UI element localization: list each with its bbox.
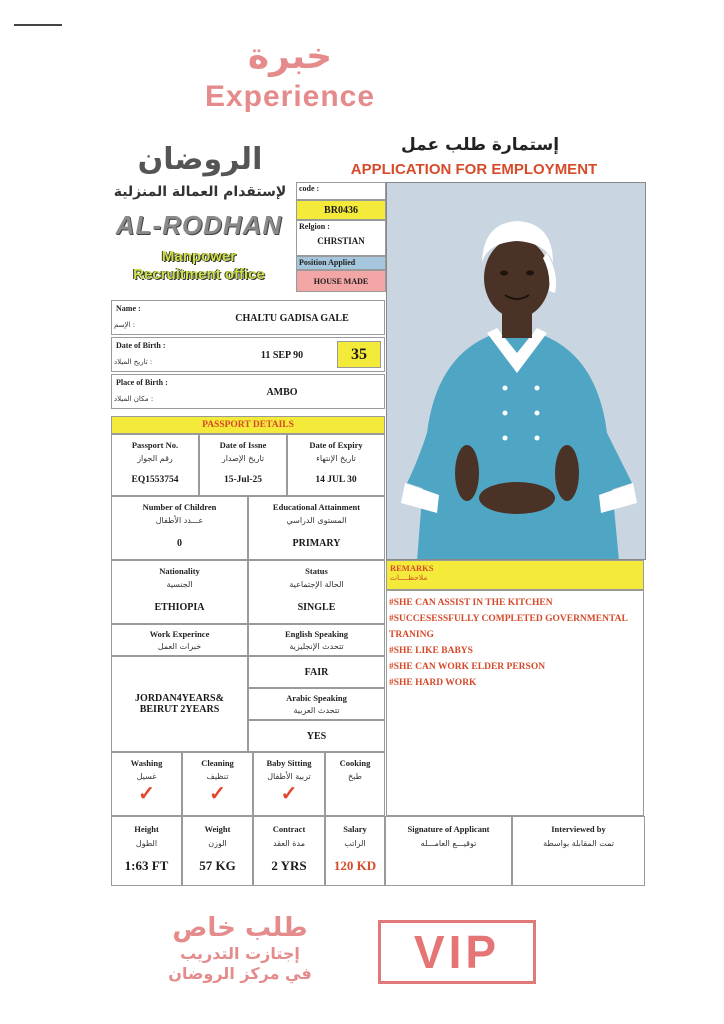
skill-babysitting-check-icon: ✓ (280, 783, 298, 805)
applicant-photo-illustration (387, 183, 646, 560)
dob-label: Date of Birth : (116, 341, 166, 350)
weight-label-arabic: الوزن (208, 839, 227, 848)
passport-expiry-label-arabic: تاريخ الإنتهاء (316, 454, 356, 463)
passport-issue-label: Date of Issne (219, 440, 267, 450)
weight-value: 57 KG (199, 858, 236, 873)
remark-item: #SUCCESESSFULLY COMPLETED GOVERNMENTAL (389, 614, 628, 624)
interviewed-label: Interviewed by (551, 824, 606, 834)
passport-issue-cell (199, 434, 287, 496)
remark-item: #SHE HARD WORK (389, 678, 477, 688)
height-label: Height (134, 824, 159, 834)
position-value-cell (296, 270, 386, 292)
education-value: PRIMARY (292, 538, 341, 549)
passport-expiry-cell (287, 434, 385, 496)
passport-issue-value: 15-Jul-25 (224, 475, 262, 485)
skill-washing-label: Washing (130, 758, 163, 768)
signature-cell (385, 816, 512, 886)
children-value: 0 (177, 538, 182, 549)
position-label-cell (296, 256, 386, 270)
skill-babysitting-label-arabic: تربية الأطفال (267, 772, 311, 781)
arabic-label-arabic: تتحدث العربية (293, 706, 340, 715)
passport-no-label-arabic: رقم الجواز (137, 454, 173, 463)
height-cell (111, 816, 182, 886)
arabic-label: Arabic Speaking (286, 693, 347, 703)
signature-label: Signature of Applicant (407, 824, 490, 834)
contract-label-arabic: مدة العقد (273, 839, 305, 848)
passport-expiry-label: Date of Expiry (309, 440, 363, 450)
english-label: English Speaking (284, 629, 349, 639)
status-label-arabic: الحالة الإجتماعية (289, 580, 344, 589)
work-label-cell (111, 624, 248, 656)
signature-label-arabic: توقيـــع العامـــله (420, 839, 477, 848)
interviewed-cell (512, 816, 645, 886)
logo-arabic-subtitle: لإستقدام العمالة المنزلية (113, 184, 287, 200)
nationality-label: Nationality (159, 566, 200, 576)
pob-label: Place of Birth : (116, 378, 168, 387)
work-value-line1: JORDAN4YEARS& (135, 693, 224, 704)
form-title-arabic: إستمارة طلب عمل (400, 135, 560, 155)
education-cell (248, 496, 385, 560)
remarks-label: REMARKS (390, 563, 434, 573)
passport-no-label: Passport No. (131, 440, 179, 450)
logo-english-subtitle (104, 248, 294, 284)
experience-stamp-english: Experience (204, 80, 376, 113)
code-label-cell (296, 182, 386, 200)
contract-label: Contract (272, 824, 306, 834)
passport-header (111, 416, 385, 434)
logo-manpower: Manpower (161, 248, 237, 265)
logo-arabic-name: الروضان (137, 142, 263, 177)
passport-no-value: EQ1553754 (131, 475, 179, 485)
skill-babysitting-label: Baby Sitting (266, 758, 312, 768)
height-value: 1:63 FT (124, 858, 169, 873)
religion-label: Relgion : (299, 222, 330, 231)
code-value-cell (296, 200, 386, 220)
nationality-label-arabic: الجنسية (166, 580, 193, 589)
code-value: BR0436 (324, 204, 358, 216)
passport-expiry-value: 14 JUL 30 (315, 475, 357, 485)
nationality-value: ETHIOPIA (154, 602, 205, 613)
logo-english-name: AL-RODHAN (115, 210, 283, 240)
children-label: Number of Children (142, 502, 217, 512)
salary-label: Salary (343, 824, 367, 834)
passport-no-cell (111, 434, 199, 496)
arabic-value: YES (306, 730, 327, 742)
work-value-line2: BEIRUT 2YEARS (139, 704, 220, 715)
remark-item: TRANING (389, 630, 434, 640)
remarks-label-arabic: ملاحظــــات (390, 573, 428, 582)
skill-cooking-cell (325, 752, 385, 816)
status-value: SINGLE (297, 602, 336, 613)
vip-label: VIP (413, 926, 501, 978)
passport-header-label: PASSPORT DETAILS (202, 420, 294, 430)
position-label: Position Applied (299, 258, 356, 267)
pob-value: AMBO (266, 387, 298, 398)
name-label-arabic: الإسم : (114, 321, 136, 329)
pob-label-arabic: مكان الميلاد : (114, 395, 154, 403)
pob-row (111, 374, 385, 409)
skill-cleaning-cell (182, 752, 253, 816)
education-label: Educational Attainment (272, 502, 361, 512)
skill-washing-cell (111, 752, 182, 816)
english-label-cell (248, 624, 385, 656)
religion-value: CHRSTIAN (317, 236, 365, 246)
education-label-arabic: المستوى الدراسي (286, 516, 347, 525)
weight-label: Weight (204, 824, 231, 834)
code-label: code : (299, 184, 320, 193)
age-value: 35 (351, 345, 367, 363)
contract-value: 2 YRS (271, 858, 307, 873)
applicant-photo (386, 182, 646, 560)
children-label-arabic: عـــدد الأطفال (155, 516, 204, 525)
children-cell (111, 496, 248, 560)
religion-cell (296, 220, 386, 256)
position-value: HOUSE MADE (313, 276, 369, 286)
remarks-header (386, 560, 644, 590)
scan-mark (14, 24, 62, 26)
vip-stamp (378, 920, 536, 984)
interviewed-label-arabic: تمت المقابلة بواسطة (543, 839, 614, 848)
arabic-value-cell (248, 720, 385, 752)
dob-label-arabic: تاريخ الميلاد : (114, 358, 153, 366)
english-value-cell (248, 656, 385, 688)
name-value: CHALTU GADISA GALE (235, 313, 349, 324)
skill-washing-label-arabic: غسيل (136, 772, 157, 781)
skill-cooking-label: Cooking (339, 758, 371, 768)
work-value-cell (111, 656, 248, 752)
skill-cooking-label-arabic: طبخ (348, 772, 362, 781)
skill-cleaning-check-icon: ✓ (209, 783, 226, 805)
special-request-stamp (140, 912, 340, 984)
salary-value: 120 KD (333, 858, 377, 873)
special-request-line2: إجتازت التدريب (180, 944, 300, 963)
contract-cell (253, 816, 325, 886)
nationality-cell (111, 560, 248, 624)
special-request-line1: طلب خاص (172, 913, 308, 943)
work-label-arabic: خبرات العمل (157, 642, 202, 651)
logo-recruitment: Recruitment office (133, 266, 265, 283)
work-label: Work Experince (149, 629, 210, 639)
remark-item: #SHE CAN WORK ELDER PERSON (389, 662, 546, 672)
height-label-arabic: الطول (135, 839, 158, 848)
dob-value: 11 SEP 90 (260, 350, 304, 361)
skill-cleaning-label-arabic: تنظيف (206, 772, 229, 781)
form-title-english: APPLICATION FOR EMPLOYMENT (350, 161, 598, 178)
remark-item: #SHE LIKE BABYS (389, 646, 473, 656)
skill-washing-check-icon: ✓ (138, 783, 155, 805)
remark-item: #SHE CAN ASSIST IN THE KITCHEN (389, 598, 553, 608)
name-label: Name : (116, 304, 141, 313)
english-value: FAIR (304, 666, 329, 678)
salary-cell (325, 816, 385, 886)
skill-babysitting-cell (253, 752, 325, 816)
english-label-arabic: تتحدث الإنجليزية (289, 642, 344, 651)
experience-stamp-arabic: خبرة (247, 36, 333, 77)
special-request-line3: في مركز الروضان (168, 964, 312, 983)
salary-label-arabic: الراتب (344, 839, 366, 848)
skill-cleaning-label: Cleaning (201, 758, 234, 768)
age-badge (337, 341, 381, 368)
remarks-list (386, 590, 644, 816)
status-label: Status (305, 566, 328, 576)
passport-issue-label-arabic: تاريخ الإصدار (221, 454, 265, 463)
status-cell (248, 560, 385, 624)
arabic-label-cell (248, 688, 385, 720)
weight-cell (182, 816, 253, 886)
name-row (111, 300, 385, 335)
